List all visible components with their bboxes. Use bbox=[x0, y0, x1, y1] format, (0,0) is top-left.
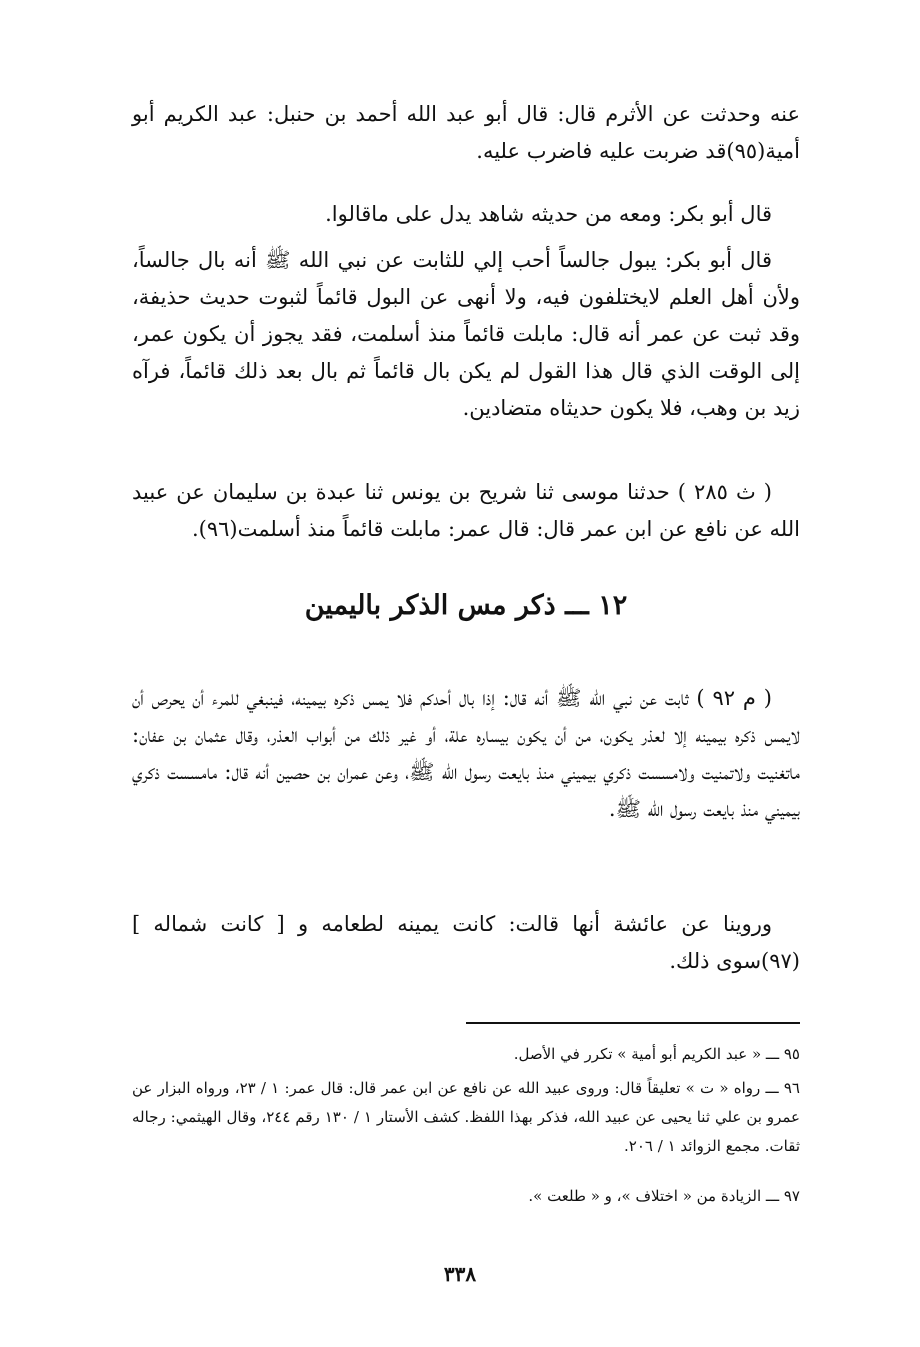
footnote-96: ٩٦ ـــ رواه « ت » تعليقاً قال: وروى عبيد الله عن نافع عن ابن عمر قال: قال عمر: ١ / ٢٣، ورواه البزار عن عمرو بن علي ثنا يحيى عن عبيد الله، فذكر بهذا اللفظ. كشف الأستار ١ / ١٣٠ رقم ٢٤٤، وقال الهيثمي: رجاله ثقات. مجمع الزوائد ١ / ٢٠٦. bbox=[132, 1079, 801, 1155]
footnote-97: ٩٧ ـــ الزيادة من « اختلاف »، و « طلعت ». bbox=[528, 1187, 800, 1205]
section-heading: ١٢ ـــ ذكر مس الذكر باليمين bbox=[304, 590, 628, 621]
paragraph-masala-92: ( م ٩٢ ) ثابت عن نبي الله ﷺ أنه قال: إذا بال أحدكم فلا يمس ذكره بيمينه، فينبغي للمرء أن يحرص أن لايمس ذكره بيمينه إلا لعذر يكون، من أن يكون بيساره علة، أو غير ذلك من أبواب العذر، وقال عثمان بن عفان: ماتغنيت ولاتمنيت ولامسست ذكري بيميني منذ بايعت رسول الله ﷺ، وعن عمران بن حصين أنه قال: مامسست ذكري بيميني منذ بايعت رسول الله ﷺ. bbox=[132, 686, 800, 821]
page-number: ٣٣٨ bbox=[443, 1262, 477, 1286]
paragraph-urination-sitting: قال أبو بكر: يبول جالساً أحب إلي للثابت عن نبي الله ﷺ أنه بال جالساً، ولأن أهل العلم لايختلفون فيه، ولا أنهى عن البول قائماً لثبوت حديث حذيفة، وقد ثبت عن عمر أنه قال: مابلت قائماً منذ أسلمت، فقد يجوز أن يكون عمر، إلى الوقت الذي قال هذا القول لم يكن بال قائماً ثم بال بعد ذلك قائماً، فرآه زيد بن وهب، فلا يكون حديثاه متضادين. bbox=[132, 248, 800, 420]
footnote-divider bbox=[466, 1022, 800, 1024]
paragraph-abu-bakr-witness: قال أبو بكر: ومعه من حديثه شاهد يدل على ماقالوا. bbox=[325, 202, 772, 226]
footnote-95: ٩٥ ـــ « عبد الكريم أبو أمية » تكرر في الأصل. bbox=[513, 1045, 800, 1063]
paragraph-athram-report: عنه وحدثت عن الأثرم قال: قال أبو عبد الله أحمد بن حنبل: عبد الكريم أبو أمية(٩٥)قد ضربت عليه فاضرب عليه. bbox=[132, 102, 800, 163]
paragraph-aisha-report: وروينا عن عائشة أنها قالت: كانت يمينه لطعامه و [ كانت شماله ](٩٧)سوى ذلك. bbox=[132, 912, 800, 973]
paragraph-hadith-285: ( ث ٢٨٥ ) حدثنا موسى ثنا شريح بن يونس ثنا عبدة بن سليمان عن عبيد الله عن نافع عن ابن عمر قال: قال عمر: مابلت قائماً منذ أسلمت(٩٦). bbox=[132, 480, 800, 541]
